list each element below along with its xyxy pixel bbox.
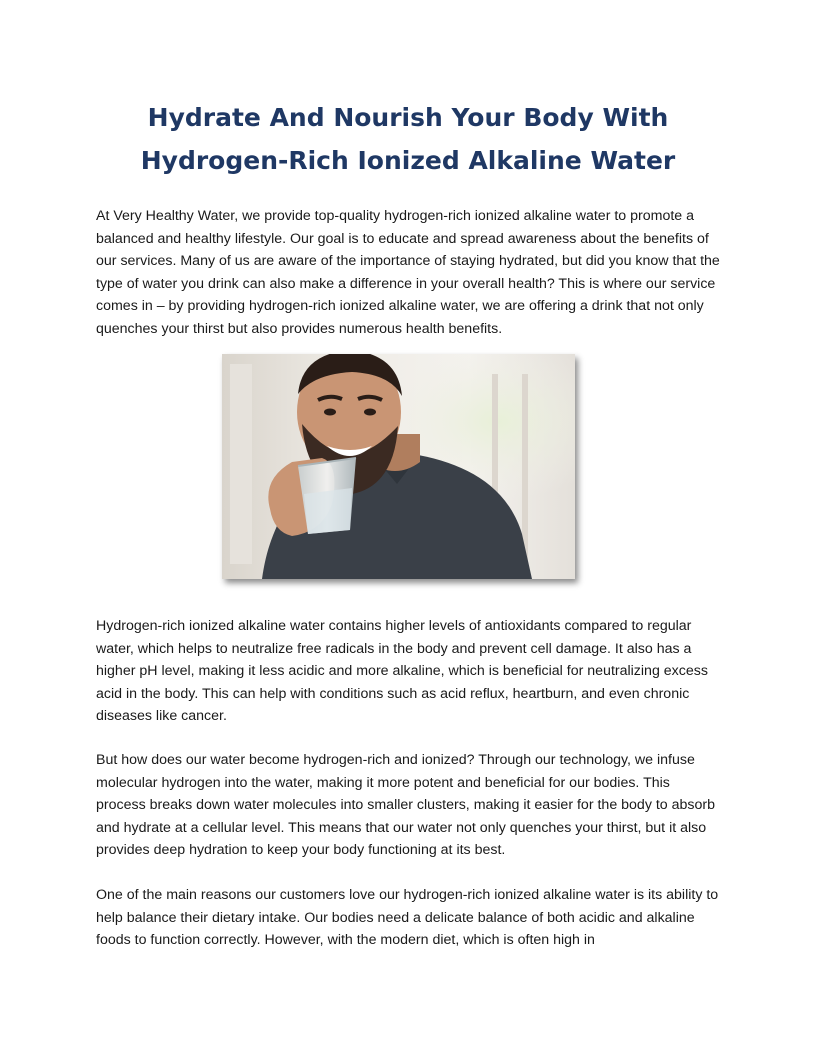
man-drinking-water-photo (222, 354, 575, 579)
dietary-balance-paragraph: One of the main reasons our customers love our hydrogen-rich ionized alkaline water is its ability to help balance their dietary intake. Our bodies need a delicate balance of both acidic and alkaline foods to function correctly. However, with the modern diet, which is often high in (96, 887, 719, 949)
intro-paragraph: At Very Healthy Water, we provide top-quality hydrogen-rich ionized alkaline water to promote a balanced and healthy lifestyle. Our goal is to educate and spread awareness about the benefits of our services. Many of us are aware of the importance of staying hydrated, but did you know that the type of water you drink can also make a difference in your overall health? This is where our service comes in – by providing hydrogen-rich ionized alkaline water, we are offering a drink that not only quenches your thirst but also provides numerous health benefits. (96, 208, 720, 337)
page-title (60, 96, 756, 182)
technology-paragraph: But how does our water become hydrogen-rich and ionized? Through our technology, we infuse molecular hydrogen into the water, making it more potent and beneficial for our bodies. This process breaks down water molecules into smaller clusters, making it easier for the body to absorb and hydrate at a cellular level. This means that our water not only quenches your thirst, but it also provides deep hydration to keep your body functioning at its best. (96, 752, 716, 859)
title-line-1: Hydrate And Nourish Your Body With (147, 103, 669, 132)
antioxidants-paragraph: Hydrogen-rich ionized alkaline water contains higher levels of antioxidants compared to regular water, which helps to neutralize free radicals in the body and prevent cell damage. It also has a higher pH level, making it less acidic and more alkaline, which is beneficial for neutralizing excess acid in the body. This can help with conditions such as acid reflux, heartburn, and even chronic diseases like cancer. (96, 618, 708, 725)
title-line-2: Hydrogen-Rich Ionized Alkaline Water (140, 146, 676, 175)
